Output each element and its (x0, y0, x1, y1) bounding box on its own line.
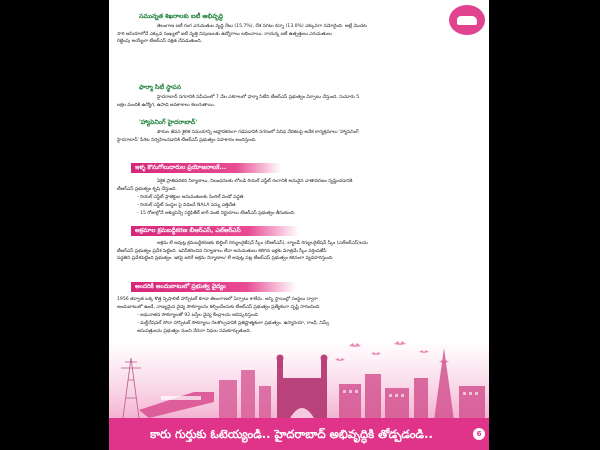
footer-banner (109, 418, 489, 450)
section-body-regularization: అక్రమ లే అవుట్ల క్రమబద్ధీకరణకు బిల్డింగ్ రెగ్యులరైజేషన్ స్కీం (బీఆర్ఎస్), ల్యాండ్ రెగ్యులరైజేషన్ స్కీం (ఎల్ఆర్ఎస్)లను టీఆర్ఎస్ ప్రభుత్వం ప్రవేశ పెట్టింది. ఇవిసీకరించిన నిర్మాణాలు లేదా అనుమతులు కలిగిన ఇళ్లకు మాత్రమే స్కీం వర్తింపజేసే పద్ధతిని ప్రవేశపెట్టింది ప్రభుత్వం. ఇకపై జరిగే అక్రమ నిర్మాణాల/ లే అవుట్ల పట్ల టీఆర్ఎస్ ప్రభుత్వం కఠినంగా వ్యవహరిస్తుంది. (117, 241, 368, 262)
section-title-happening: 'హ్యాపెనింగ్ హైదరాబాద్' (139, 119, 198, 126)
list-item: - 15 రోజుల్లోనే అక్యుపెన్సీ సర్టిఫికేట్ జారీ వంటి నిర్ణయాలు టీఆర్ఎస్ ప్రభుత్వం తీసుకుంది. (137, 211, 296, 216)
section-header-regularization: అక్రమాల క్రమబద్ధీకరణ బీఆర్ఎస్, ఎల్ఆర్ఎస్ (131, 226, 299, 236)
page-number: 6 (473, 428, 485, 440)
section-title-it: సమున్నత శిఖరాలకు ఐటీ అభివృద్ధి (139, 13, 224, 20)
list-item: ఆసుపత్రులను ప్రభుత్వం నుంచి నేరుగా నిధుల సమకూర్చుతుంది. (137, 329, 251, 334)
section-body-pharma: హైదరాబాద్ నగరానికి సమీపంలో 7 వేల ఎకరాలలో ఫార్మా సిటీని టీఆర్ఎస్ ప్రభుత్వం ఏర్పాటు చేస్తుంది. సుమారు 5 లక్షల మందికి ఉద్యోగ, ఉపాధి అవకాశాలు కలుగుతాయి. (117, 95, 360, 108)
list-item: - అధునాతన సౌకర్యాలతో 92 బస్తీల వైద్య కేంద్రాలను ఆవిష్కరిస్తుంది (137, 313, 258, 318)
section-title-pharma: ఫార్మా సిటీ స్థాపన (139, 84, 182, 91)
section-header-homebuyers: ఇళ్ళ కొనుగోలుదారుల ప్రయోజనాలకే... (131, 163, 281, 173)
footer-slogan: కారు గుర్తుకు ఓటెయ్యండి.. హైదరాబాద్ అభివృద్ధికి తోడ్పడండి.. (150, 427, 433, 441)
section-body-homebuyers: ఏకైక ప్రాతిపదికన నిర్మాణాలు, నిబంధనలకు లోబడి రియల్ ఎస్టేట్ రంగానికి అనువైన వాతావరణం సృష్టించడానికి టీఆర్ఎస్ ప్రభుత్వం కృషి చేస్తుంది. (117, 179, 353, 192)
section-body-it: తెలంగాణ ఐటీ రంగ ఎగుమతుల వృద్ధి రేటు (15.7%), దేశ సగటు కన్నా (13.0%) ఎక్కువగా నమోదైంది. అట్లే మొదట సారి ఆసియాలోనే ఎక్కువ సంఖ్యలో ఐటీ వృత్తి నిపుణులకు ఉద్యోగాలు లభించాయి. రాయన్న ఐటీ ఉత్పత్తులు ఎగుమతులు రెట్టింపు అయ్యేలా టీఆర్ఎస్ దక్షత చేపడుతుంది. (117, 24, 367, 45)
manifesto-page (109, 0, 489, 450)
list-item: - రియల్ ఎస్టేట్ ప్రాజెక్టుల అనుమతులకు సింగిల్ విండో పద్ధతి (137, 195, 244, 200)
list-item: - రియల్ ఎస్టేట్ సంస్థల పై విధించే NALA పన్ను ఎత్తివేత (137, 203, 236, 208)
section-body-happening: పౌరుల జీవన శైలిక సమయాన్ని ఆహ్లాదకరంగా గడపడానికి నగరంలో వివిధ వేదికలపై అనేక కార్యక్రమాలు 'హ్యాపెనింగ్ హైదరాబాద్' పేరిట నిర్వహించడానికి టీఆర్ఎస్ ప్రభుత్వం సహకారం అందిస్తుంది. (117, 130, 359, 143)
city-skyline-illustration (109, 340, 489, 420)
section-body-healthcare: 1956 తర్వాత ఒక్క కొత్త స్పెషాలిటీ హాస్పిటల్ కూడా తెలంగాణలో ఏర్పాటు కాలేదు. అన్ని స్థాయిల్లో సంస్థలు ద్వారా అందుబాటులో ఉండే, నాణ్యమైన వైద్య సౌకర్యాలను కల్పించేందుకు టీఆర్ఎస్ ప్రభుత్వం ప్రత్యేకంగా దృష్టి సారించింది. (117, 297, 321, 310)
section-header-healthcare: అందరికీ అందుబాటులో ప్రభుత్వ వైద్యం (131, 282, 296, 292)
list-item: - మల్టీనేషనల్ సోదా హాస్పిటల్ సౌకర్యాలు నెలకొల్పడానికి ప్రతిష్టాత్మకంగా ప్రభుత్వం. ఉస్మానియా, గాంధీ, నిమ్స్ (137, 321, 330, 326)
